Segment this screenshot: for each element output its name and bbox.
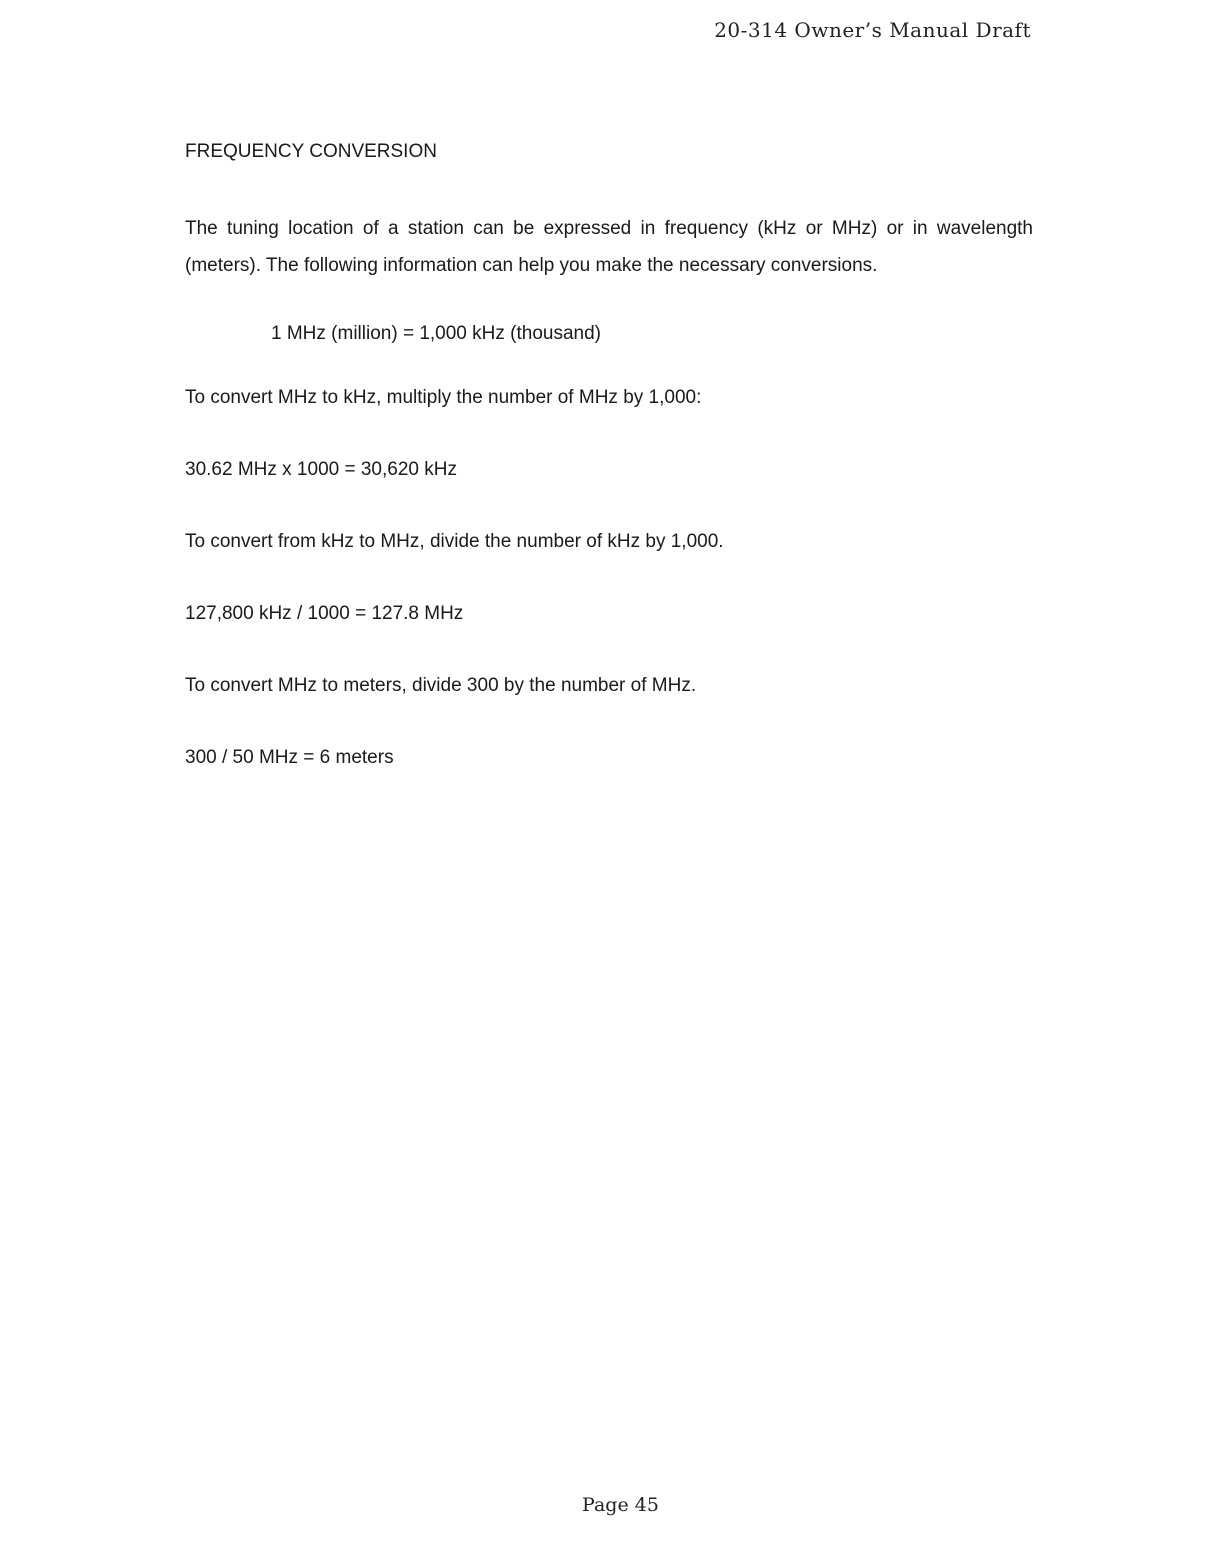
unit-definition: 1 MHz (million) = 1,000 kHz (thousand) bbox=[271, 323, 601, 344]
instruction-mhz-to-meters: To convert MHz to meters, divide 300 by the number of MHz. bbox=[185, 675, 697, 696]
example-mhz-to-meters: 300 / 50 MHz = 6 meters bbox=[185, 747, 394, 768]
instruction-khz-to-mhz: To convert from kHz to MHz, divide the number of kHz by 1,000. bbox=[185, 531, 724, 552]
section-heading: FREQUENCY CONVERSION bbox=[185, 141, 437, 162]
intro-paragraph: The tuning location of a station can be expressed in frequency (kHz or MHz) or in wavelength (meters). The following information can help you make the necessary conversions. bbox=[185, 218, 1033, 276]
example-khz-to-mhz: 127,800 kHz / 1000 = 127.8 MHz bbox=[185, 603, 464, 624]
page-content bbox=[185, 138, 1033, 816]
page-number: Page 45 bbox=[582, 1494, 659, 1516]
instruction-mhz-to-khz: To convert MHz to kHz, multiply the number of MHz by 1,000: bbox=[185, 387, 702, 408]
example-mhz-to-khz: 30.62 MHz x 1000 = 30,620 kHz bbox=[185, 459, 457, 480]
running-header: 20-314 Owner’s Manual Draft bbox=[714, 18, 1031, 42]
